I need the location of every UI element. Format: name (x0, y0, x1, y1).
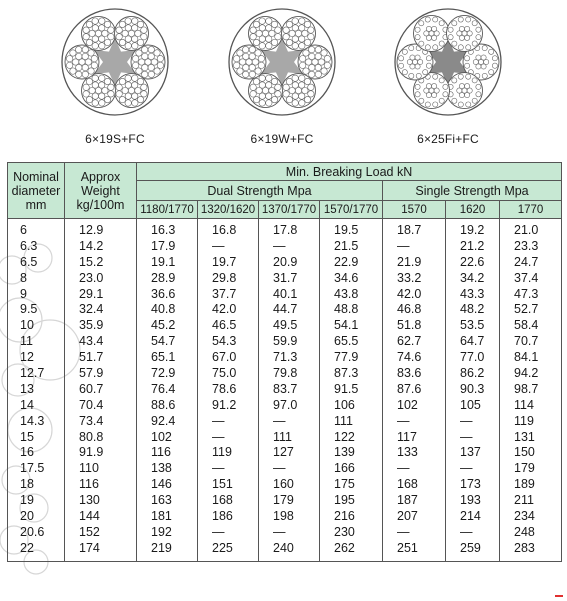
section-label: 6×19W+FC (250, 132, 314, 146)
table-cell: 47.3 (514, 286, 539, 301)
table-cell: 168 (212, 493, 233, 508)
table-cell: 22.9 (334, 254, 359, 269)
table-cell: 146 (151, 477, 172, 492)
table-cell: 42.0 (212, 302, 237, 317)
table-cell: 13 (20, 381, 34, 396)
table-cell: 16 (20, 445, 34, 460)
table-cell: 181 (151, 509, 172, 524)
table-cell: 111 (334, 413, 354, 428)
table-cell: 90.3 (460, 381, 485, 396)
table-cell: 211 (514, 493, 534, 508)
table-cell: 84.1 (514, 350, 539, 365)
table-cell: 23.0 (79, 270, 104, 285)
table-cell: 119 (212, 445, 232, 460)
table-cell: 9 (20, 286, 27, 301)
table-cell: 18 (20, 477, 34, 492)
breaking-load-table (7, 162, 562, 562)
table-cell: 114 (514, 397, 534, 412)
table-cell: 40.1 (273, 286, 298, 301)
table-cell: 219 (151, 540, 172, 555)
table-cell: 48.2 (460, 302, 485, 317)
table-cell: 97.0 (273, 397, 298, 412)
section-label: 6×19S+FC (85, 132, 145, 146)
table-cell: 150 (514, 445, 535, 460)
table-cell: 198 (273, 509, 294, 524)
table-cell: 173 (460, 477, 481, 492)
rope-6x25fi-icon (392, 6, 504, 118)
table-cell: 259 (460, 540, 481, 555)
table-cell: — (460, 524, 473, 539)
section-6x19w (222, 6, 342, 146)
table-cell: 15.2 (79, 254, 104, 269)
table-cell: 174 (79, 540, 100, 555)
approx-weight-header: Approx Weight kg/100m (65, 163, 137, 219)
table-cell: 35.9 (79, 318, 104, 333)
table-cell: 127 (273, 445, 294, 460)
table-cell: 133 (397, 445, 418, 460)
table-cell: 21.0 (514, 223, 539, 237)
table-cell: 12 (20, 350, 34, 365)
table-cell: 72.9 (151, 366, 176, 381)
table-cell: 18.7 (397, 223, 422, 237)
column-1180-1770 (137, 219, 198, 562)
column-1570 (383, 219, 446, 562)
single-strength-header: Single Strength Mpa (383, 181, 562, 201)
table-body-row (8, 219, 562, 562)
table-cell: 160 (273, 477, 294, 492)
table-cell: 105 (460, 397, 481, 412)
grade-header: 1570 (383, 201, 446, 219)
table-cell: 234 (514, 509, 535, 524)
table-cell: 9.5 (20, 302, 38, 317)
table-cell: 65.5 (334, 334, 359, 349)
table-cell: 15 (20, 429, 34, 444)
nominal-diameter-header: Nominal diameter mm (8, 163, 65, 219)
grade-header: 1770 (500, 201, 562, 219)
table-cell: 14.2 (79, 238, 104, 253)
table-cell: 43.3 (460, 286, 485, 301)
table-cell: 193 (460, 493, 481, 508)
table-cell: 34.2 (460, 270, 485, 285)
table-cell: 11 (20, 334, 33, 349)
table-cell: 130 (79, 493, 100, 508)
table-cell: — (397, 524, 410, 539)
table-cell: — (397, 238, 410, 253)
table-cell: 283 (514, 540, 535, 555)
table-cell: 119 (514, 413, 534, 428)
table-cell: 36.6 (151, 286, 176, 301)
table-cell: 214 (460, 509, 481, 524)
table-cell: 37.4 (514, 270, 539, 285)
table-cell: 53.5 (460, 318, 485, 333)
table-cell: 51.8 (397, 318, 422, 333)
dual-strength-header: Dual Strength Mpa (137, 181, 383, 201)
column-1320-1620 (198, 219, 259, 562)
table-cell: 22 (20, 540, 34, 555)
table-cell: 91.2 (212, 397, 237, 412)
table-cell: 94.2 (514, 366, 539, 381)
table-cell: 87.3 (334, 366, 359, 381)
table-cell: 44.7 (273, 302, 298, 317)
table-cell: 19.1 (151, 254, 176, 269)
table-cell: 163 (151, 493, 172, 508)
table-cell: 71.3 (273, 350, 298, 365)
grade-header: 1370/1770 (259, 201, 320, 219)
table-cell: 98.7 (514, 381, 539, 396)
table-cell: — (273, 524, 286, 539)
table-cell: 34.6 (334, 270, 359, 285)
table-cell: 19.7 (212, 254, 237, 269)
table-cell: 62.7 (397, 334, 422, 349)
table-cell: 54.7 (151, 334, 176, 349)
table-cell: 166 (334, 461, 355, 476)
table-cell: 60.7 (79, 381, 104, 396)
table-cell: 6.3 (20, 238, 38, 253)
grade-header: 1320/1620 (198, 201, 259, 219)
table-cell: 73.4 (79, 413, 104, 428)
table-cell: 17.9 (151, 238, 176, 253)
table-cell: 80.8 (79, 429, 104, 444)
table-cell: 152 (79, 524, 100, 539)
table-cell: — (212, 461, 225, 476)
table-cell: 51.7 (79, 350, 104, 365)
table-cell: 111 (273, 429, 293, 444)
table-cell: 187 (397, 493, 418, 508)
table-cell: 151 (212, 477, 233, 492)
table-cell: 192 (151, 524, 172, 539)
corner-mark (555, 595, 563, 597)
table-cell: 77.9 (334, 350, 359, 365)
table-cell: 19.2 (460, 223, 485, 237)
table-cell: 37.7 (212, 286, 237, 301)
table-cell: 116 (79, 477, 99, 492)
table-cell: 87.6 (397, 381, 422, 396)
grade-header: 1570/1770 (320, 201, 383, 219)
table-cell: 67.0 (212, 350, 237, 365)
table-cell: 117 (397, 429, 417, 444)
table-cell: 48.8 (334, 302, 359, 317)
table-cell: 225 (212, 540, 233, 555)
table-cell: 83.6 (397, 366, 422, 381)
table-cell: 8 (20, 270, 27, 285)
table-cell: 70.4 (79, 397, 104, 412)
table-cell: 10 (20, 318, 34, 333)
table-cell: 76.4 (151, 381, 176, 396)
section-6x25fi (388, 6, 508, 146)
table-cell: 43.8 (334, 286, 359, 301)
table-cell: 54.3 (212, 334, 237, 349)
table-cell: 139 (334, 445, 355, 460)
table-cell: 64.7 (460, 334, 485, 349)
table-cell: 49.5 (273, 318, 298, 333)
grade-header: 1620 (446, 201, 500, 219)
column-weight (65, 219, 137, 562)
table-cell: 74.6 (397, 350, 422, 365)
table-cell: 91.9 (79, 445, 104, 460)
section-label: 6×25Fi+FC (417, 132, 479, 146)
table-cell: 57.9 (79, 366, 104, 381)
table-cell: — (397, 461, 410, 476)
table-cell: 70.7 (514, 334, 539, 349)
table-cell: 24.7 (514, 254, 539, 269)
column-nominal (8, 219, 65, 562)
table-cell: 78.6 (212, 381, 237, 396)
rope-sections (0, 0, 567, 160)
table-cell: 65.1 (151, 350, 176, 365)
table-cell: 240 (273, 540, 294, 555)
rope-6x19s-icon (59, 6, 171, 118)
table-cell: 75.0 (212, 366, 237, 381)
table-cell: 31.7 (273, 270, 298, 285)
table-cell: 179 (273, 493, 294, 508)
table-cell: 14.3 (20, 413, 45, 428)
table-cell: 216 (334, 509, 355, 524)
table-cell: 144 (79, 509, 100, 524)
column-1370-1770 (259, 219, 320, 562)
table-cell: 23.3 (514, 238, 539, 253)
table-cell: 248 (514, 524, 535, 539)
table-cell: 86.2 (460, 366, 485, 381)
table-cell: 77.0 (460, 350, 485, 365)
table-cell: 29.1 (79, 286, 104, 301)
table-cell: 21.9 (397, 254, 422, 269)
table-cell: 46.5 (212, 318, 237, 333)
table-cell: 179 (514, 461, 535, 476)
table-cell: 168 (397, 477, 418, 492)
table-cell: 186 (212, 509, 233, 524)
table-cell: 40.8 (151, 302, 176, 317)
table-cell: 137 (460, 445, 481, 460)
table-cell: 33.2 (397, 270, 422, 285)
table-cell: 92.4 (151, 413, 176, 428)
table-cell: — (460, 413, 473, 428)
table-cell: 16.8 (212, 223, 237, 237)
table-cell: 262 (334, 540, 355, 555)
table-cell: 28.9 (151, 270, 176, 285)
table-cell: 175 (334, 477, 355, 492)
table-cell: 91.5 (334, 381, 359, 396)
table-cell: 106 (334, 397, 355, 412)
table-cell: — (212, 413, 225, 428)
table-cell: 59.9 (273, 334, 298, 349)
table-cell: 29.8 (212, 270, 237, 285)
table-cell: 17.5 (20, 461, 45, 476)
table-cell: 52.7 (514, 302, 539, 317)
table-cell: 102 (151, 429, 172, 444)
table-cell: 20.6 (20, 524, 45, 539)
table-cell: — (212, 238, 225, 253)
table-cell: 42.0 (397, 286, 422, 301)
table-cell: 21.5 (334, 238, 359, 253)
table-cell: — (460, 461, 473, 476)
section-6x19s (55, 6, 175, 146)
table-cell: — (397, 413, 410, 428)
table-cell: 19.5 (334, 223, 359, 237)
table-cell: 17.8 (273, 223, 298, 237)
table-cell: 79.8 (273, 366, 298, 381)
rope-6x19w-icon (226, 6, 338, 118)
table-cell: — (273, 238, 286, 253)
table-cell: — (212, 524, 225, 539)
table-cell: — (273, 413, 286, 428)
table-cell: 32.4 (79, 302, 104, 317)
table-cell: 14 (20, 397, 34, 412)
table-cell: 83.7 (273, 381, 298, 396)
table-cell: 12.9 (79, 223, 104, 237)
table-cell: 6.5 (20, 254, 38, 269)
table-cell: 230 (334, 524, 355, 539)
table-cell: 102 (397, 397, 418, 412)
min-breaking-load-header: Min. Breaking Load kN (137, 163, 562, 181)
table-cell: 189 (514, 477, 535, 492)
table-cell: 20 (20, 509, 34, 524)
table-cell: 19 (20, 493, 34, 508)
table-cell: 116 (151, 445, 171, 460)
table-cell: 54.1 (334, 318, 359, 333)
table-cell: 46.8 (397, 302, 422, 317)
table-cell: 58.4 (514, 318, 539, 333)
column-1770 (500, 219, 562, 562)
table-cell: 22.6 (460, 254, 485, 269)
table-cell: 195 (334, 493, 355, 508)
table-cell: 21.2 (460, 238, 485, 253)
table-cell: 207 (397, 509, 418, 524)
grade-header: 1180/1770 (137, 201, 198, 219)
column-1620 (446, 219, 500, 562)
table-cell: 12.7 (20, 366, 45, 381)
table-cell: 6 (20, 223, 27, 237)
table-cell: 20.9 (273, 254, 298, 269)
table-cell: — (212, 429, 225, 444)
table-cell: 122 (334, 429, 355, 444)
table-cell: 88.6 (151, 397, 176, 412)
table-cell: 138 (151, 461, 172, 476)
table-cell: 251 (397, 540, 418, 555)
table-cell: — (273, 461, 286, 476)
table-cell: 131 (514, 429, 535, 444)
column-1570-1770 (320, 219, 383, 562)
table-cell: 45.2 (151, 318, 176, 333)
table-cell: 16.3 (151, 223, 176, 237)
table-cell: 110 (79, 461, 99, 476)
table-cell: — (460, 429, 473, 444)
table-cell: 43.4 (79, 334, 104, 349)
